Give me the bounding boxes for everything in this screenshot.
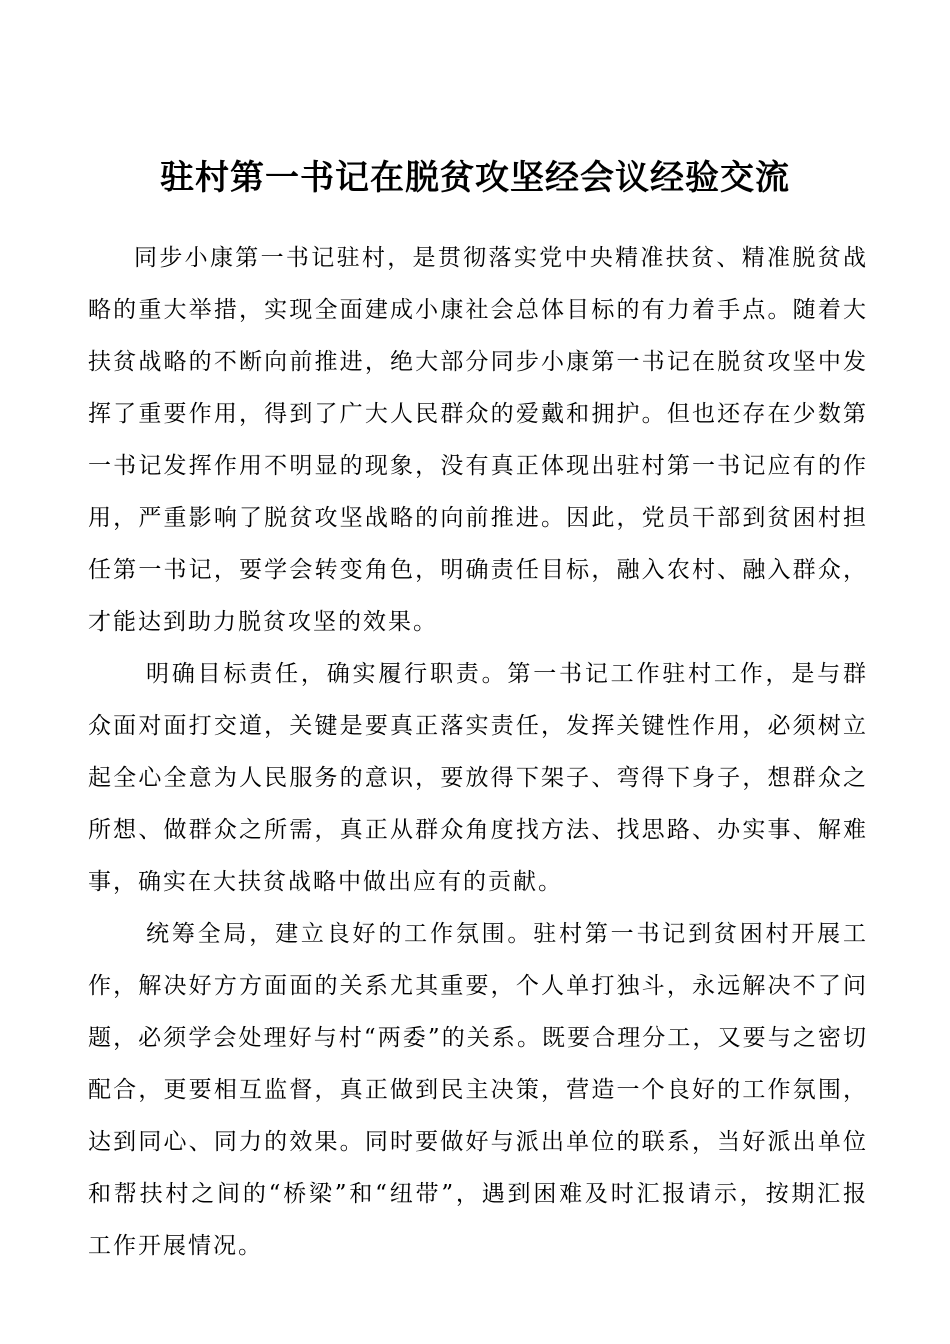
paragraph-1: 同步小康第一书记驻村，是贯彻落实党中央精准扶贫、精准脱贫战略的重大举措，实现全面建成小康社会总体目标的有力着手点。随着大扶贫战略的不断向前推进，绝大部分同步小康第一书记在脱贫攻坚中发挥了重要作用，得到了广大人民群众的爱戴和拥护。但也还存在少数第一书记发挥作用不明显的现象，没有真正体现出驻村第一书记应有的作用，严重影响了脱贫攻坚战略的向前推进。因此，党员干部到贫困村担任第一书记，要学会转变角色，明确责任目标，融入农村、融入群众，才能达到助力脱贫攻坚的效果。 xyxy=(88,245,868,635)
document-title: 驻村第一书记在脱贫攻坚经会议经验交流 xyxy=(160,158,790,198)
paragraph-2: 明确目标责任，确实履行职责。第一书记工作驻村工作，是与群众面对面打交道，关键是要真正落实责任，发挥关键性作用，必须树立起全心全意为人民服务的意识，要放得下架子、弯得下身子，想群众之所想、做群众之所需，真正从群众角度找方法、找思路、办实事、解难事，确实在大扶贫战略中做出应有的贡献。 xyxy=(88,661,868,895)
document-body xyxy=(88,232,868,1272)
paragraph-3: 统筹全局，建立良好的工作氛围。驻村第一书记到贫困村开展工作，解决好方方面面的关系尤其重要，个人单打独斗，永远解决不了问题，必须学会处理好与村“两委”的关系。既要合理分工，又要与之密切配合，更要相互监督，真正做到民主决策，营造一个良好的工作氛围，达到同心、同力的效果。同时要做好与派出单位的联系，当好派出单位和帮扶村之间的“桥梁”和“纽带”，遇到困难及时汇报请示，按期汇报工作开展情况。 xyxy=(88,921,868,1259)
